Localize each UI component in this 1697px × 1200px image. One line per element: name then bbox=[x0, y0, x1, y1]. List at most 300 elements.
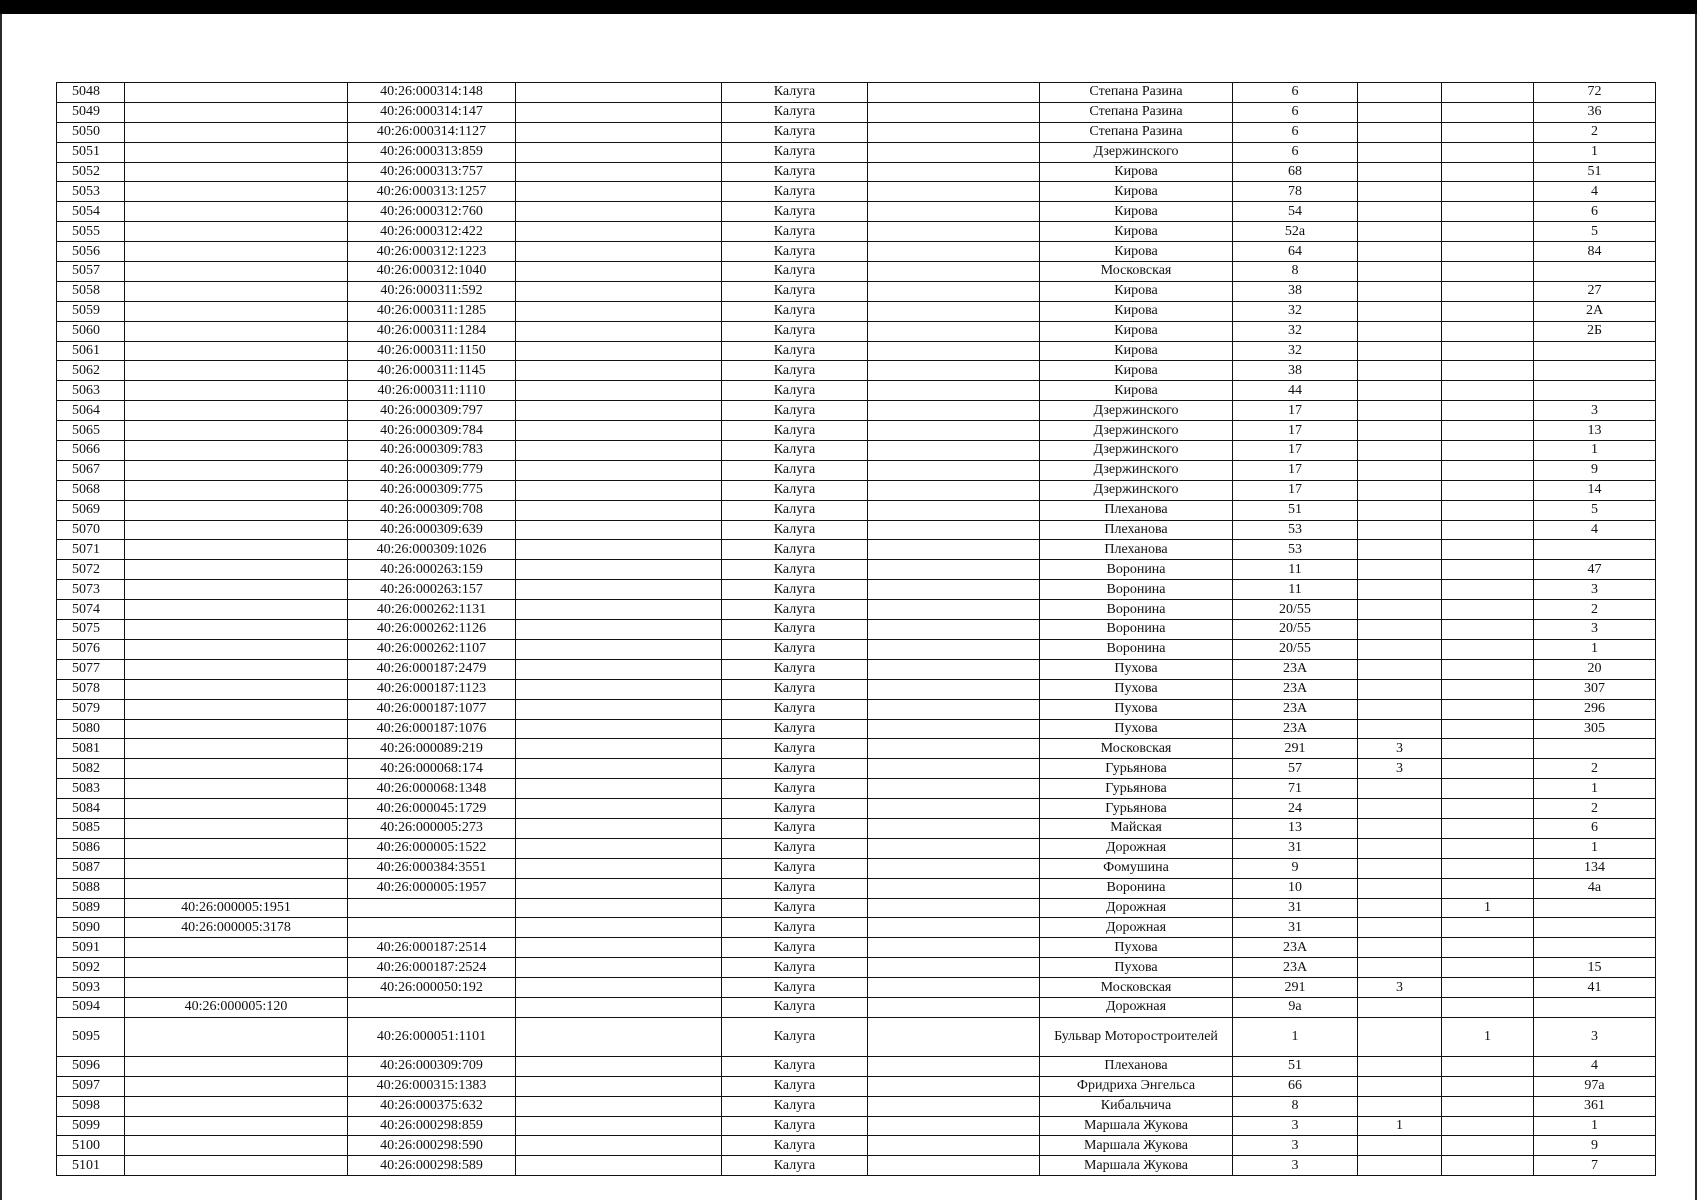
building-number-cell bbox=[1358, 818, 1442, 838]
table-row bbox=[57, 441, 1656, 461]
apartment-number-cell: 1 bbox=[1534, 779, 1656, 799]
street-cell: Кирова bbox=[1040, 222, 1233, 242]
street-cell: Воронина bbox=[1040, 639, 1233, 659]
city-cell: Калуга bbox=[722, 779, 868, 799]
city-cell: Калуга bbox=[722, 838, 868, 858]
structure-number-cell bbox=[1442, 460, 1534, 480]
structure-number-cell bbox=[1442, 262, 1534, 282]
cadastral-number-alt-cell: 40:26:000005:3178 bbox=[125, 918, 348, 938]
empty-cell bbox=[868, 1116, 1040, 1136]
house-number-cell: 6 bbox=[1233, 142, 1358, 162]
table-row bbox=[57, 242, 1656, 262]
row-number-cell: 5101 bbox=[57, 1156, 125, 1176]
cadastral-number-alt-cell bbox=[125, 361, 348, 381]
city-cell: Калуга bbox=[722, 460, 868, 480]
city-cell: Калуга bbox=[722, 1136, 868, 1156]
cadastral-number-alt-cell bbox=[125, 381, 348, 401]
house-number-cell: 54 bbox=[1233, 202, 1358, 222]
table-row bbox=[57, 739, 1656, 759]
structure-number-cell bbox=[1442, 580, 1534, 600]
street-cell: Кирова bbox=[1040, 321, 1233, 341]
apartment-number-cell: 36 bbox=[1534, 102, 1656, 122]
cadastral-number-alt-cell bbox=[125, 540, 348, 560]
empty-cell bbox=[868, 997, 1040, 1017]
cadastral-number-cell: 40:26:000309:784 bbox=[348, 421, 516, 441]
row-number-cell: 5084 bbox=[57, 799, 125, 819]
empty-cell bbox=[868, 480, 1040, 500]
apartment-number-cell: 4 bbox=[1534, 520, 1656, 540]
registry-rows bbox=[57, 83, 1656, 1176]
city-cell: Калуга bbox=[722, 500, 868, 520]
table-row bbox=[57, 1156, 1656, 1176]
building-number-cell bbox=[1358, 838, 1442, 858]
street-cell: Дорожная bbox=[1040, 838, 1233, 858]
row-number-cell: 5093 bbox=[57, 978, 125, 998]
apartment-number-cell: 2 bbox=[1534, 799, 1656, 819]
house-number-cell: 8 bbox=[1233, 262, 1358, 282]
house-number-cell: 23А bbox=[1233, 938, 1358, 958]
structure-number-cell bbox=[1442, 102, 1534, 122]
building-number-cell bbox=[1358, 122, 1442, 142]
empty-cell bbox=[868, 222, 1040, 242]
house-number-cell: 6 bbox=[1233, 83, 1358, 103]
structure-number-cell bbox=[1442, 301, 1534, 321]
empty-cell bbox=[516, 818, 722, 838]
cadastral-number-alt-cell bbox=[125, 321, 348, 341]
building-number-cell: 3 bbox=[1358, 739, 1442, 759]
cadastral-number-cell: 40:26:000313:757 bbox=[348, 162, 516, 182]
row-number-cell: 5099 bbox=[57, 1116, 125, 1136]
street-cell: Плеханова bbox=[1040, 1056, 1233, 1076]
cadastral-number-cell: 40:26:000309:639 bbox=[348, 520, 516, 540]
empty-cell bbox=[868, 659, 1040, 679]
city-cell: Калуга bbox=[722, 799, 868, 819]
city-cell: Калуга bbox=[722, 102, 868, 122]
empty-cell bbox=[516, 421, 722, 441]
city-cell: Калуга bbox=[722, 818, 868, 838]
cadastral-number-cell: 40:26:000263:159 bbox=[348, 560, 516, 580]
table-row bbox=[57, 898, 1656, 918]
cadastral-number-alt-cell bbox=[125, 978, 348, 998]
empty-cell bbox=[868, 739, 1040, 759]
table-row bbox=[57, 540, 1656, 560]
building-number-cell bbox=[1358, 1076, 1442, 1096]
apartment-number-cell: 1 bbox=[1534, 838, 1656, 858]
empty-cell bbox=[868, 202, 1040, 222]
row-number-cell: 5064 bbox=[57, 401, 125, 421]
row-number-cell: 5100 bbox=[57, 1136, 125, 1156]
cadastral-number-cell: 40:26:000187:1123 bbox=[348, 679, 516, 699]
structure-number-cell bbox=[1442, 500, 1534, 520]
row-number-cell: 5051 bbox=[57, 142, 125, 162]
empty-cell bbox=[868, 102, 1040, 122]
cadastral-number-cell: 40:26:000005:273 bbox=[348, 818, 516, 838]
apartment-number-cell: 84 bbox=[1534, 242, 1656, 262]
building-number-cell: 3 bbox=[1358, 978, 1442, 998]
row-number-cell: 5055 bbox=[57, 222, 125, 242]
empty-cell bbox=[868, 361, 1040, 381]
structure-number-cell bbox=[1442, 202, 1534, 222]
apartment-number-cell: 361 bbox=[1534, 1096, 1656, 1116]
apartment-number-cell: 47 bbox=[1534, 560, 1656, 580]
empty-cell bbox=[516, 480, 722, 500]
table-row bbox=[57, 978, 1656, 998]
street-cell: Воронина bbox=[1040, 580, 1233, 600]
empty-cell bbox=[516, 659, 722, 679]
cadastral-number-cell: 40:26:000309:709 bbox=[348, 1056, 516, 1076]
structure-number-cell bbox=[1442, 381, 1534, 401]
empty-cell bbox=[516, 560, 722, 580]
structure-number-cell bbox=[1442, 480, 1534, 500]
table-row bbox=[57, 878, 1656, 898]
house-number-cell: 64 bbox=[1233, 242, 1358, 262]
city-cell: Калуга bbox=[722, 739, 868, 759]
table-row bbox=[57, 1076, 1656, 1096]
cadastral-number-cell bbox=[348, 898, 516, 918]
apartment-number-cell: 13 bbox=[1534, 421, 1656, 441]
building-number-cell bbox=[1358, 719, 1442, 739]
building-number-cell bbox=[1358, 83, 1442, 103]
house-number-cell: 10 bbox=[1233, 878, 1358, 898]
empty-cell bbox=[868, 699, 1040, 719]
city-cell: Калуга bbox=[722, 1056, 868, 1076]
building-number-cell bbox=[1358, 202, 1442, 222]
table-row bbox=[57, 142, 1656, 162]
city-cell: Калуга bbox=[722, 321, 868, 341]
apartment-number-cell: 296 bbox=[1534, 699, 1656, 719]
city-cell: Калуга bbox=[722, 540, 868, 560]
cadastral-number-alt-cell bbox=[125, 500, 348, 520]
city-cell: Калуга bbox=[722, 421, 868, 441]
empty-cell bbox=[868, 242, 1040, 262]
table-row bbox=[57, 1116, 1656, 1136]
empty-cell bbox=[516, 122, 722, 142]
building-number-cell bbox=[1358, 898, 1442, 918]
empty-cell bbox=[868, 182, 1040, 202]
city-cell: Калуга bbox=[722, 560, 868, 580]
cadastral-number-cell: 40:26:000262:1107 bbox=[348, 639, 516, 659]
cadastral-number-cell: 40:26:000311:1145 bbox=[348, 361, 516, 381]
house-number-cell: 23А bbox=[1233, 958, 1358, 978]
street-cell: Маршала Жукова bbox=[1040, 1116, 1233, 1136]
row-number-cell: 5065 bbox=[57, 421, 125, 441]
city-cell: Калуга bbox=[722, 162, 868, 182]
apartment-number-cell: 2А bbox=[1534, 301, 1656, 321]
cadastral-number-alt-cell bbox=[125, 83, 348, 103]
city-cell: Калуга bbox=[722, 281, 868, 301]
row-number-cell: 5075 bbox=[57, 620, 125, 640]
scan-top-border bbox=[0, 0, 1697, 14]
structure-number-cell bbox=[1442, 759, 1534, 779]
street-cell: Воронина bbox=[1040, 620, 1233, 640]
structure-number-cell bbox=[1442, 142, 1534, 162]
empty-cell bbox=[868, 1017, 1040, 1056]
row-number-cell: 5063 bbox=[57, 381, 125, 401]
cadastral-number-alt-cell bbox=[125, 1076, 348, 1096]
row-number-cell: 5062 bbox=[57, 361, 125, 381]
street-cell: Московская bbox=[1040, 978, 1233, 998]
building-number-cell bbox=[1358, 1056, 1442, 1076]
table-row bbox=[57, 838, 1656, 858]
building-number-cell bbox=[1358, 540, 1442, 560]
building-number-cell bbox=[1358, 679, 1442, 699]
house-number-cell: 6 bbox=[1233, 102, 1358, 122]
building-number-cell bbox=[1358, 779, 1442, 799]
street-cell: Дорожная bbox=[1040, 918, 1233, 938]
row-number-cell: 5095 bbox=[57, 1017, 125, 1056]
city-cell: Калуга bbox=[722, 580, 868, 600]
apartment-number-cell bbox=[1534, 262, 1656, 282]
empty-cell bbox=[868, 421, 1040, 441]
building-number-cell bbox=[1358, 799, 1442, 819]
city-cell: Калуга bbox=[722, 898, 868, 918]
street-cell: Степана Разина bbox=[1040, 102, 1233, 122]
street-cell: Фридриха Энгельса bbox=[1040, 1076, 1233, 1096]
table-row bbox=[57, 759, 1656, 779]
apartment-number-cell: 1 bbox=[1534, 639, 1656, 659]
row-number-cell: 5054 bbox=[57, 202, 125, 222]
city-cell: Калуга bbox=[722, 520, 868, 540]
empty-cell bbox=[868, 401, 1040, 421]
row-number-cell: 5089 bbox=[57, 898, 125, 918]
cadastral-number-cell: 40:26:000262:1131 bbox=[348, 600, 516, 620]
empty-cell bbox=[516, 938, 722, 958]
structure-number-cell bbox=[1442, 401, 1534, 421]
cadastral-number-cell: 40:26:000311:1110 bbox=[348, 381, 516, 401]
structure-number-cell bbox=[1442, 83, 1534, 103]
cadastral-number-cell: 40:26:000313:859 bbox=[348, 142, 516, 162]
house-number-cell: 23А bbox=[1233, 679, 1358, 699]
city-cell: Калуга bbox=[722, 242, 868, 262]
structure-number-cell bbox=[1442, 441, 1534, 461]
street-cell: Пухова bbox=[1040, 719, 1233, 739]
row-number-cell: 5073 bbox=[57, 580, 125, 600]
city-cell: Калуга bbox=[722, 679, 868, 699]
cadastral-number-cell: 40:26:000375:632 bbox=[348, 1096, 516, 1116]
cadastral-number-cell: 40:26:000187:1076 bbox=[348, 719, 516, 739]
apartment-number-cell bbox=[1534, 918, 1656, 938]
building-number-cell bbox=[1358, 222, 1442, 242]
apartment-number-cell: 307 bbox=[1534, 679, 1656, 699]
building-number-cell bbox=[1358, 361, 1442, 381]
empty-cell bbox=[516, 242, 722, 262]
empty-cell bbox=[516, 858, 722, 878]
table-row bbox=[57, 421, 1656, 441]
house-number-cell: 53 bbox=[1233, 540, 1358, 560]
row-number-cell: 5094 bbox=[57, 997, 125, 1017]
house-number-cell: 3 bbox=[1233, 1156, 1358, 1176]
house-number-cell: 17 bbox=[1233, 421, 1358, 441]
cadastral-number-alt-cell bbox=[125, 421, 348, 441]
cadastral-number-cell: 40:26:000263:157 bbox=[348, 580, 516, 600]
building-number-cell bbox=[1358, 1156, 1442, 1176]
structure-number-cell bbox=[1442, 997, 1534, 1017]
table-row bbox=[57, 699, 1656, 719]
street-cell: Гурьянова bbox=[1040, 759, 1233, 779]
cadastral-number-cell: 40:26:000311:1285 bbox=[348, 301, 516, 321]
city-cell: Калуга bbox=[722, 600, 868, 620]
empty-cell bbox=[516, 699, 722, 719]
empty-cell bbox=[868, 540, 1040, 560]
street-cell: Маршала Жукова bbox=[1040, 1156, 1233, 1176]
cadastral-number-alt-cell bbox=[125, 818, 348, 838]
cadastral-number-alt-cell bbox=[125, 699, 348, 719]
row-number-cell: 5082 bbox=[57, 759, 125, 779]
empty-cell bbox=[516, 222, 722, 242]
empty-cell bbox=[516, 1156, 722, 1176]
cadastral-number-alt-cell bbox=[125, 759, 348, 779]
apartment-number-cell: 2Б bbox=[1534, 321, 1656, 341]
structure-number-cell bbox=[1442, 639, 1534, 659]
cadastral-number-cell bbox=[348, 918, 516, 938]
cadastral-number-alt-cell bbox=[125, 142, 348, 162]
house-number-cell: 1 bbox=[1233, 1017, 1358, 1056]
building-number-cell bbox=[1358, 460, 1442, 480]
street-cell: Кирова bbox=[1040, 381, 1233, 401]
apartment-number-cell bbox=[1534, 739, 1656, 759]
house-number-cell: 3 bbox=[1233, 1136, 1358, 1156]
empty-cell bbox=[868, 500, 1040, 520]
row-number-cell: 5098 bbox=[57, 1096, 125, 1116]
street-cell: Кирова bbox=[1040, 301, 1233, 321]
cadastral-number-cell: 40:26:000262:1126 bbox=[348, 620, 516, 640]
apartment-number-cell bbox=[1534, 341, 1656, 361]
structure-number-cell bbox=[1442, 679, 1534, 699]
street-cell: Кирова bbox=[1040, 341, 1233, 361]
cadastral-number-alt-cell bbox=[125, 301, 348, 321]
empty-cell bbox=[516, 1076, 722, 1096]
cadastral-number-alt-cell bbox=[125, 560, 348, 580]
empty-cell bbox=[516, 381, 722, 401]
row-number-cell: 5059 bbox=[57, 301, 125, 321]
empty-cell bbox=[868, 719, 1040, 739]
street-cell: Дзержинского bbox=[1040, 421, 1233, 441]
house-number-cell: 17 bbox=[1233, 401, 1358, 421]
apartment-number-cell: 4 bbox=[1534, 182, 1656, 202]
street-cell: Плеханова bbox=[1040, 500, 1233, 520]
row-number-cell: 5081 bbox=[57, 739, 125, 759]
house-number-cell: 78 bbox=[1233, 182, 1358, 202]
table-row bbox=[57, 918, 1656, 938]
empty-cell bbox=[868, 1156, 1040, 1176]
city-cell: Калуга bbox=[722, 381, 868, 401]
building-number-cell bbox=[1358, 162, 1442, 182]
empty-cell bbox=[516, 918, 722, 938]
building-number-cell bbox=[1358, 182, 1442, 202]
cadastral-number-alt-cell bbox=[125, 1116, 348, 1136]
house-number-cell: 44 bbox=[1233, 381, 1358, 401]
row-number-cell: 5077 bbox=[57, 659, 125, 679]
street-cell: Пухова bbox=[1040, 659, 1233, 679]
table-row bbox=[57, 361, 1656, 381]
structure-number-cell bbox=[1442, 878, 1534, 898]
building-number-cell bbox=[1358, 381, 1442, 401]
cadastral-number-alt-cell bbox=[125, 799, 348, 819]
empty-cell bbox=[516, 262, 722, 282]
apartment-number-cell: 3 bbox=[1534, 401, 1656, 421]
empty-cell bbox=[868, 281, 1040, 301]
empty-cell bbox=[868, 958, 1040, 978]
city-cell: Калуга bbox=[722, 878, 868, 898]
house-number-cell: 20/55 bbox=[1233, 639, 1358, 659]
cadastral-number-cell: 40:26:000068:174 bbox=[348, 759, 516, 779]
cadastral-number-cell: 40:26:000298:589 bbox=[348, 1156, 516, 1176]
structure-number-cell bbox=[1442, 918, 1534, 938]
row-number-cell: 5070 bbox=[57, 520, 125, 540]
street-cell: Дзержинского bbox=[1040, 460, 1233, 480]
cadastral-number-cell: 40:26:000314:1127 bbox=[348, 122, 516, 142]
empty-cell bbox=[516, 361, 722, 381]
row-number-cell: 5085 bbox=[57, 818, 125, 838]
table-row bbox=[57, 381, 1656, 401]
building-number-cell bbox=[1358, 142, 1442, 162]
row-number-cell: 5069 bbox=[57, 500, 125, 520]
cadastral-number-alt-cell bbox=[125, 222, 348, 242]
cadastral-number-cell: 40:26:000311:1150 bbox=[348, 341, 516, 361]
house-number-cell: 71 bbox=[1233, 779, 1358, 799]
apartment-number-cell: 1 bbox=[1534, 1116, 1656, 1136]
city-cell: Калуга bbox=[722, 978, 868, 998]
row-number-cell: 5050 bbox=[57, 122, 125, 142]
cadastral-number-alt-cell bbox=[125, 262, 348, 282]
table-row bbox=[57, 321, 1656, 341]
table-row bbox=[57, 1017, 1656, 1056]
structure-number-cell bbox=[1442, 838, 1534, 858]
city-cell: Калуга bbox=[722, 938, 868, 958]
empty-cell bbox=[516, 520, 722, 540]
apartment-number-cell: 27 bbox=[1534, 281, 1656, 301]
cadastral-number-cell: 40:26:000315:1383 bbox=[348, 1076, 516, 1096]
house-number-cell: 32 bbox=[1233, 341, 1358, 361]
registry-table bbox=[56, 82, 1656, 1176]
structure-number-cell bbox=[1442, 779, 1534, 799]
cadastral-number-alt-cell bbox=[125, 480, 348, 500]
building-number-cell bbox=[1358, 997, 1442, 1017]
row-number-cell: 5079 bbox=[57, 699, 125, 719]
cadastral-number-cell: 40:26:000311:1284 bbox=[348, 321, 516, 341]
apartment-number-cell: 4а bbox=[1534, 878, 1656, 898]
empty-cell bbox=[516, 83, 722, 103]
street-cell: Кибальчича bbox=[1040, 1096, 1233, 1116]
empty-cell bbox=[516, 1136, 722, 1156]
house-number-cell: 31 bbox=[1233, 838, 1358, 858]
building-number-cell bbox=[1358, 659, 1442, 679]
apartment-number-cell: 51 bbox=[1534, 162, 1656, 182]
street-cell: Пухова bbox=[1040, 699, 1233, 719]
row-number-cell: 5080 bbox=[57, 719, 125, 739]
cadastral-number-cell: 40:26:000187:2479 bbox=[348, 659, 516, 679]
empty-cell bbox=[868, 1056, 1040, 1076]
house-number-cell: 23А bbox=[1233, 699, 1358, 719]
row-number-cell: 5052 bbox=[57, 162, 125, 182]
house-number-cell: 38 bbox=[1233, 281, 1358, 301]
house-number-cell: 31 bbox=[1233, 918, 1358, 938]
empty-cell bbox=[516, 1116, 722, 1136]
empty-cell bbox=[516, 281, 722, 301]
empty-cell bbox=[516, 102, 722, 122]
house-number-cell: 38 bbox=[1233, 361, 1358, 381]
cadastral-number-cell: 40:26:000005:1957 bbox=[348, 878, 516, 898]
street-cell: Дзержинского bbox=[1040, 480, 1233, 500]
empty-cell bbox=[516, 739, 722, 759]
apartment-number-cell: 3 bbox=[1534, 1017, 1656, 1056]
empty-cell bbox=[868, 560, 1040, 580]
street-cell: Степана Разина bbox=[1040, 122, 1233, 142]
empty-cell bbox=[516, 401, 722, 421]
empty-cell bbox=[516, 500, 722, 520]
table-row bbox=[57, 580, 1656, 600]
cadastral-number-cell: 40:26:000068:1348 bbox=[348, 779, 516, 799]
